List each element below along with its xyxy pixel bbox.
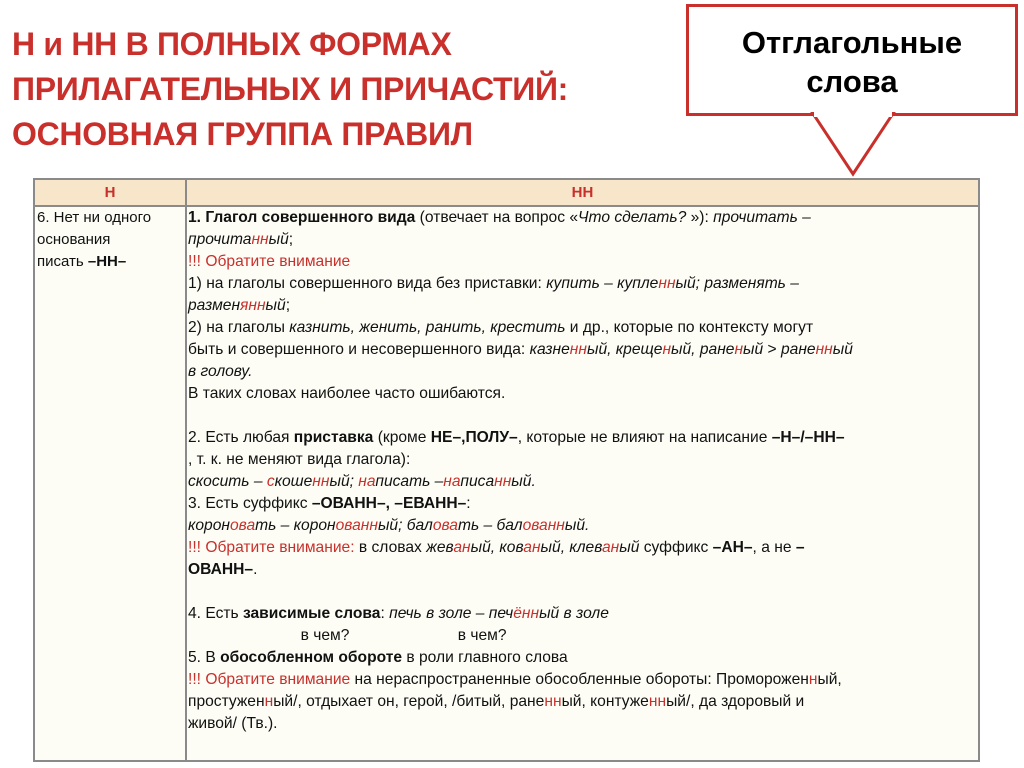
rule-3-attention-cont: ОВАНН–. [188,561,258,578]
rule-3-heading: 3. Есть суффикс –ОВАНН–, –ЕВАНН–: [188,495,471,512]
rule-5-attention: !!! Обратите внимание на нераспространенные обособленные обороты: Промороженный, [188,671,842,688]
down-arrow-icon [810,112,896,178]
callout-box [686,4,1018,116]
rule-1-point-1: 1) на глаголы совершенного вида без приставки: купить – купленный; разменять – [188,275,799,292]
rule-1-attention: !!! Обратите внимание [188,253,351,270]
rule-4-heading: 4. Есть зависимые слова: печь в золе – печённый в золе [188,605,609,622]
rule-2-heading-cont: , т. к. не меняют вида глагола): [188,451,411,468]
rule-5-line-2: простуженный/, отдыхает он, герой, /битый, раненный, контуженный/, да здоровый и [188,693,805,710]
rule-2-example: скосить – скошенный; написать –написанный. [188,473,536,490]
rule-1-note: В таких словах наиболее часто ошибаются. [188,385,506,402]
table-header-row [35,180,978,207]
rule-1-example: прочитанный; [188,231,294,248]
nn-column-cell [188,207,975,735]
rule-5-line-3: живой/ (Тв.). [188,715,278,732]
rules-table [33,178,980,762]
n-column-cell: 6. Нет ни одного основания писать –НН– [37,209,152,270]
column-divider [185,180,187,760]
title-line-1: Н и НН В ПОЛНЫХ ФОРМАХ [12,26,452,62]
title-line-2: ПРИЛАГАТЕЛЬНЫХ И ПРИЧАСТИЙ: [12,71,569,107]
rule-3-attention: !!! Обратите внимание: в словах жеваный, кованый, клеваный суффикс –АН–, а не – [188,539,805,556]
rule-5-heading: 5. В обособленном обороте в роли главного слова [188,649,568,666]
header-nn: НН [571,184,594,201]
rule-1-point-2: 2) на глаголы казнить, женить, ранить, крестить и др., которые по контексту могут [188,319,814,336]
header-n: Н [104,184,116,201]
rule-3-example: короновать – коронованный; баловать – балованный. [188,517,590,534]
rule-4-questions: в чем? в чем? [188,627,507,644]
rule-1-point-1-cont: разменянный; [188,297,291,314]
rule-2-heading: 2. Есть любая приставка (кроме НЕ–,ПОЛУ–, которые не влияют на написание –Н–/–НН– [188,429,845,446]
rule-1-heading: 1. Глагол совершенного вида (отвечает на вопрос «Что сделать? »): прочитать – [188,209,811,226]
callout-line-1: Отглагольные [741,25,963,60]
callout-line-2: слова [806,64,898,99]
page-title [12,22,702,157]
title-line-3: ОСНОВНАЯ ГРУППА ПРАВИЛ [12,116,473,152]
rule-1-point-2-cont: быть и совершенного и несовершенного вида: казненный, крещеный, раненый > раненный [188,341,853,358]
rule-1-point-2-end: в голову. [188,363,253,380]
